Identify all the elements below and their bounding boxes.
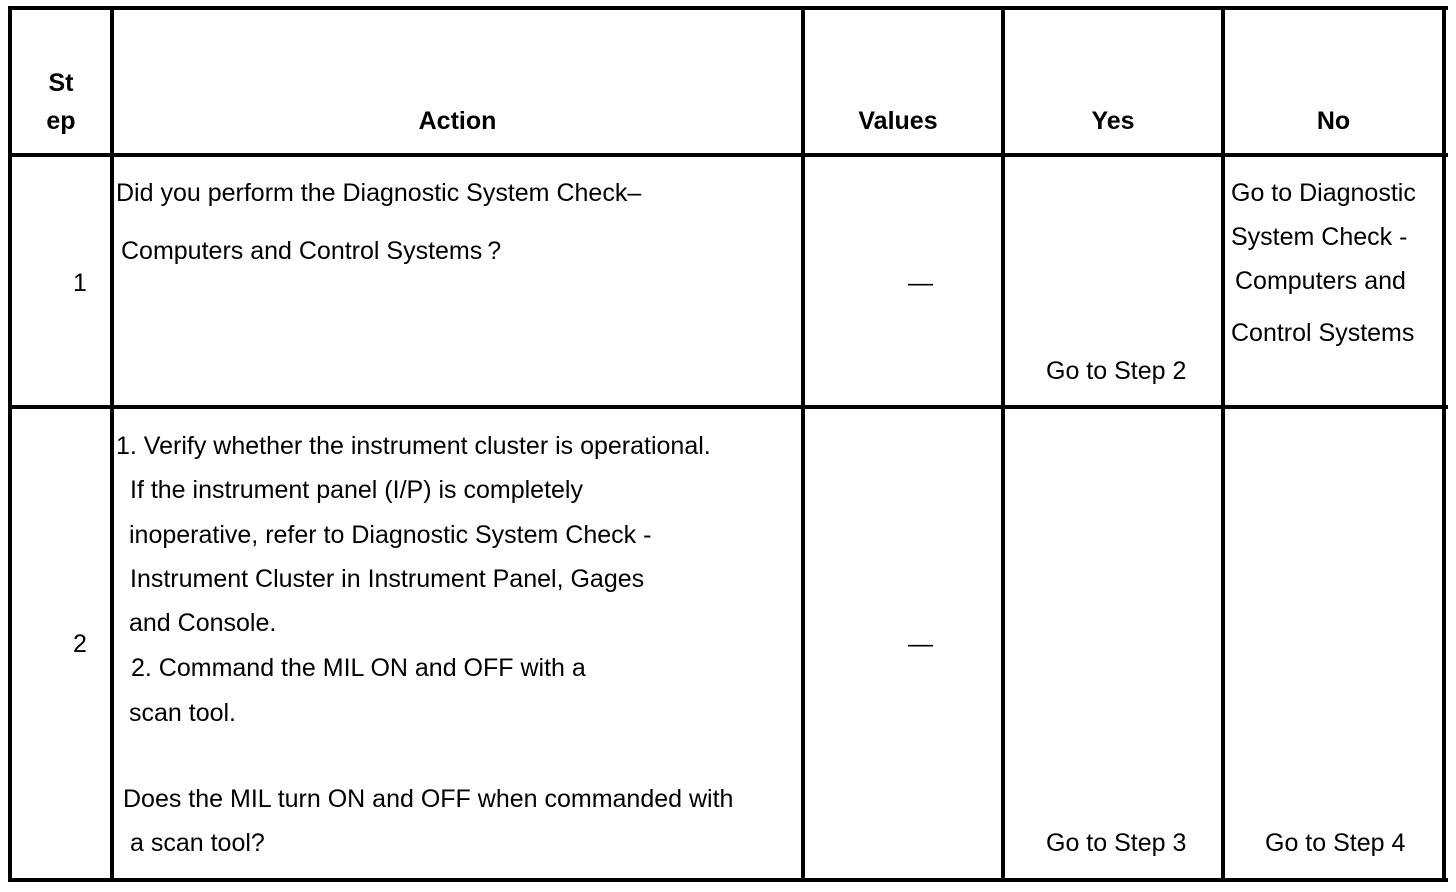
row1-yes-link[interactable]: Go to Step 2 [1046, 357, 1187, 385]
row1-action-line1: Did you perform the Diagnostic System Check– [116, 179, 642, 207]
header-step-line1: St [48, 69, 74, 97]
table-border-left [8, 6, 12, 882]
header-step-line2: ep [46, 107, 76, 135]
table-border-top [8, 6, 1448, 10]
row2-action-line3: inoperative, refer to Diagnostic System Check - [129, 521, 652, 549]
row1-no-link-line3[interactable]: Computers and [1235, 267, 1406, 295]
row1-no-link-line4[interactable]: Control Systems [1231, 319, 1415, 347]
header-no: No [1316, 107, 1351, 135]
row1-value: — [908, 269, 933, 297]
row2-value: — [908, 630, 933, 658]
header-step [12, 68, 110, 136]
row2-action-line6: 2. Command the MIL ON and OFF with a [131, 654, 586, 682]
column-divider-action-values [801, 6, 805, 882]
row2-action-line7: scan tool. [129, 699, 237, 727]
column-divider-values-yes [1001, 6, 1005, 882]
header-values: Values [858, 107, 938, 135]
row1-action-line2: Computers and Control Systems ? [121, 237, 502, 265]
row2-no-link[interactable]: Go to Step 4 [1265, 829, 1406, 857]
column-divider-step-action [110, 6, 114, 882]
row2-action-line5: and Console. [129, 609, 277, 637]
column-divider-yes-no [1221, 6, 1225, 882]
row1-no-link-line1[interactable]: Go to Diagnostic [1231, 179, 1416, 207]
row1-no-link-line2[interactable]: System Check - [1231, 223, 1408, 251]
table-border-bottom [8, 878, 1448, 882]
header-action: Action [418, 107, 497, 135]
row1-step-number: 1 [73, 269, 87, 297]
row2-step-number: 2 [73, 630, 87, 658]
header-yes: Yes [1091, 107, 1135, 135]
header-divider [8, 153, 1448, 157]
row2-action-line4: Instrument Cluster in Instrument Panel, Gages [130, 565, 645, 593]
row2-yes-link[interactable]: Go to Step 3 [1046, 829, 1187, 857]
row2-action-line2: If the instrument panel (I/P) is completely [130, 476, 583, 504]
row2-action-line1: 1. Verify whether the instrument cluster is operational. [116, 432, 711, 460]
row2-action-line8: Does the MIL turn ON and OFF when commanded with [123, 785, 734, 813]
row2-action-line9: a scan tool? [130, 829, 265, 857]
table-border-right [1442, 6, 1446, 882]
row-divider [8, 405, 1448, 409]
